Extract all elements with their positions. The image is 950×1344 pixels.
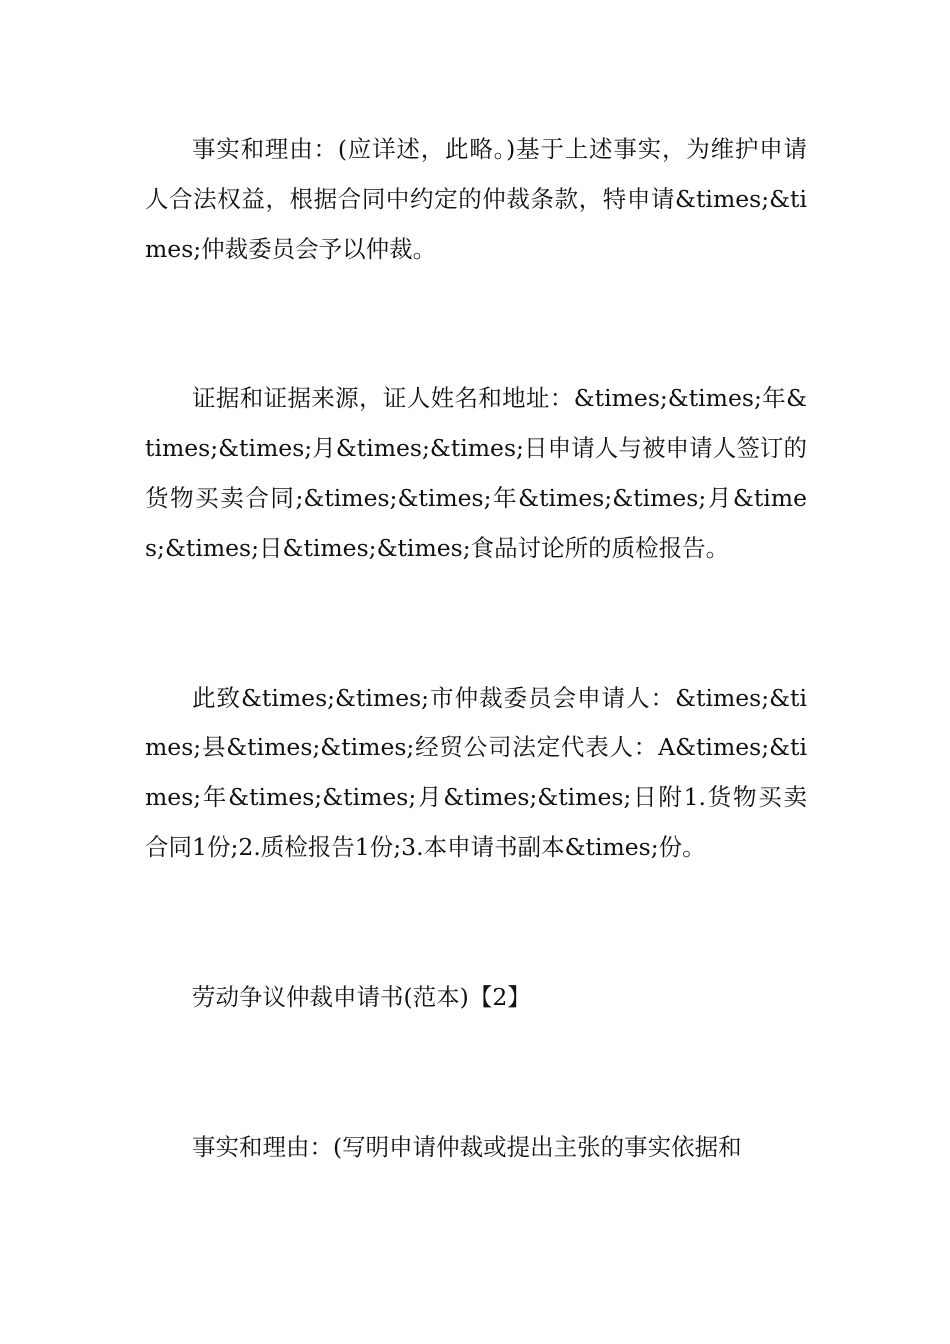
- closing-paragraph: 此致&times;&times;市仲裁委员会申请人：&times;&times;县&times;&times;经贸公司法定代表人：A&times;&times;年&times;&times;月&times;&times;日附1.货物买卖合同1份;2.质检报告1份;3.本申请书副本&times;份。: [145, 683, 807, 861]
- section-heading: 劳动争议仲裁申请书(范本)【2】: [192, 982, 531, 1011]
- evidence-paragraph: 证据和证据来源，证人姓名和地址：&times;&times;年&times;&times;月&times;&times;日申请人与被申请人签订的货物买卖合同;&times;&times;年&times;&times;月&times;&times;日&times;&times;食品讨论所的质检报告。: [145, 384, 807, 562]
- facts-paragraph: 事实和理由：(应详述，此略。)基于上述事实，为维护申请人合法权益，根据合同中约定的仲裁条款，特申请&times;&times;仲裁委员会予以仲裁。: [145, 135, 807, 263]
- document-page: [145, 125, 807, 1172]
- facts-paragraph-2: 事实和理由：(写明申请仲裁或提出主张的事实依据和: [192, 1132, 742, 1161]
